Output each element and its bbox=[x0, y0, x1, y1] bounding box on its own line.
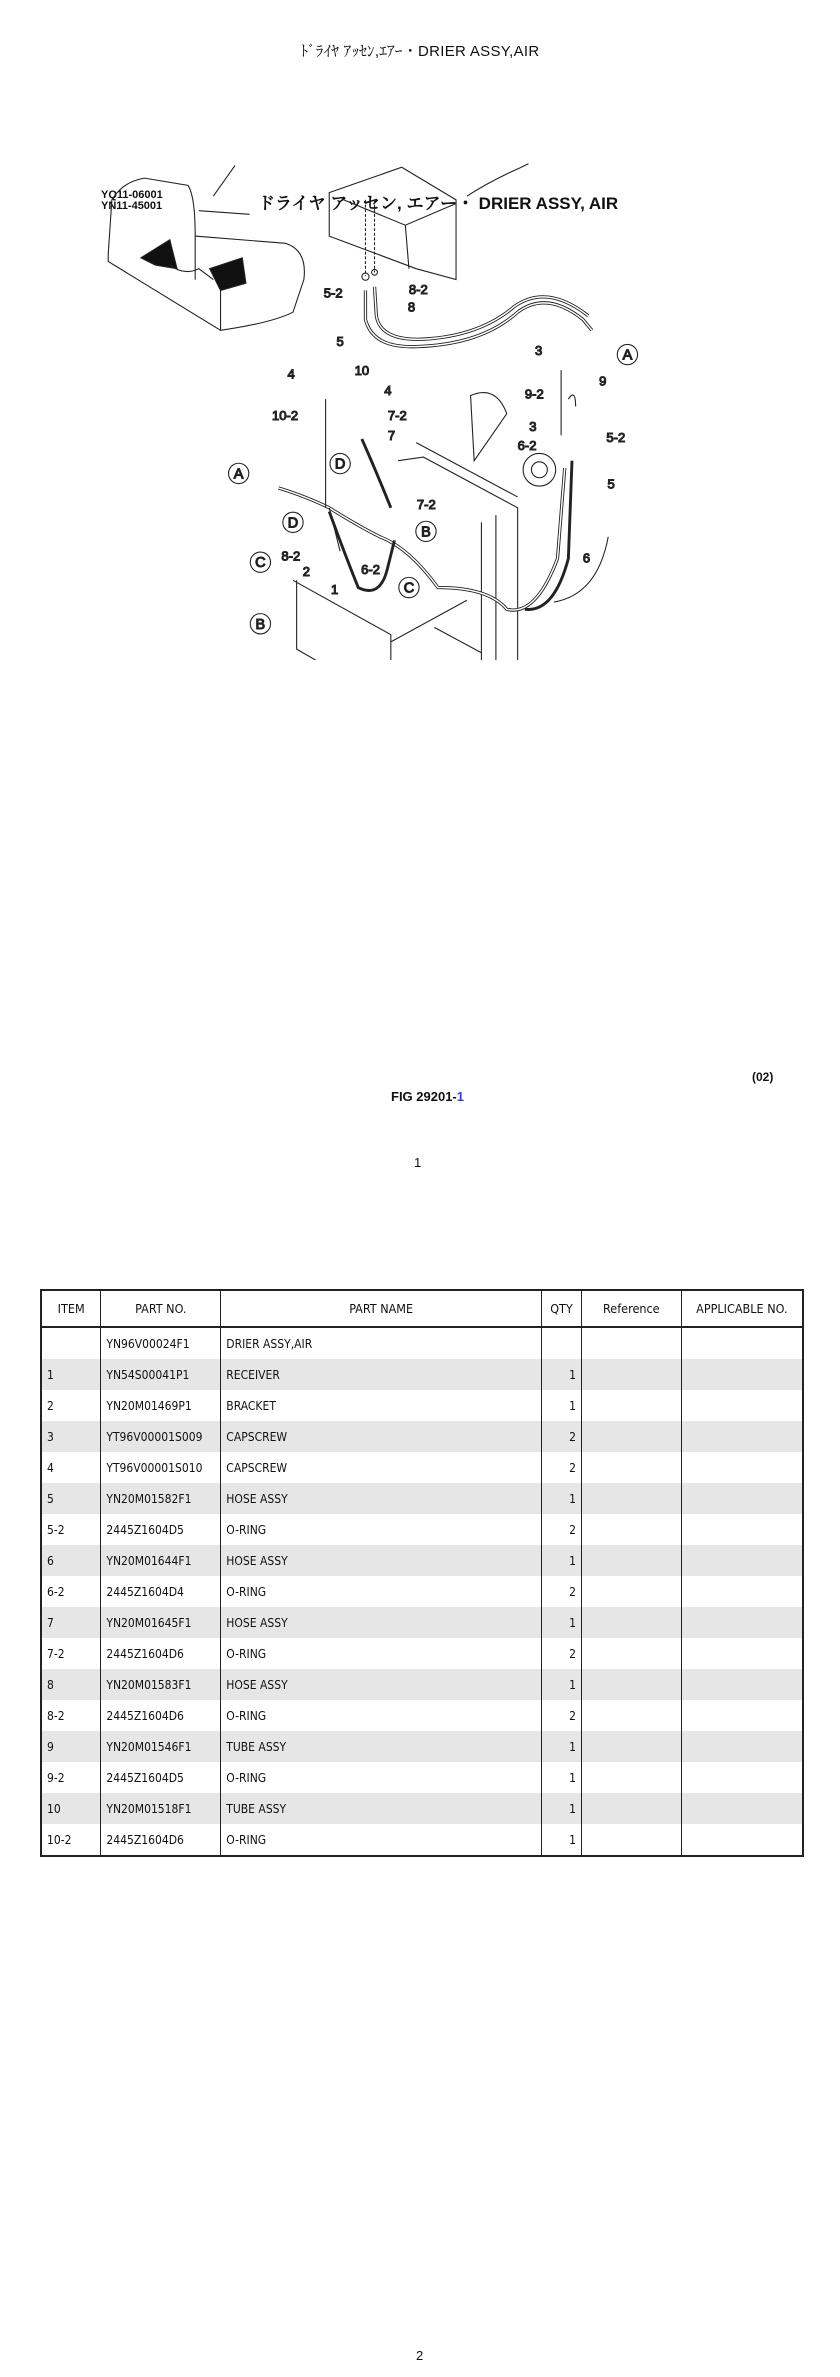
figure-page-number: 1 bbox=[414, 1155, 422, 1170]
cell-item: 4 bbox=[41, 1452, 101, 1483]
cell-qty: 1 bbox=[542, 1731, 582, 1762]
cell-item: 10 bbox=[41, 1793, 101, 1824]
cell-reference bbox=[581, 1545, 681, 1576]
cell-qty: 2 bbox=[542, 1452, 582, 1483]
cell-item: 1 bbox=[41, 1359, 101, 1390]
cell-applicable-no bbox=[681, 1576, 803, 1607]
cell-part-name: DRIER ASSY,AIR bbox=[221, 1327, 542, 1359]
column-header-part-name: PART NAME bbox=[221, 1290, 542, 1327]
connector-d: D bbox=[334, 456, 346, 473]
parts-diagram bbox=[90, 160, 650, 660]
cell-applicable-no bbox=[681, 1327, 803, 1359]
heater-unit-illustration bbox=[329, 164, 528, 281]
cell-item: 5 bbox=[41, 1483, 101, 1514]
callout-7-2: 7-2 bbox=[416, 496, 436, 512]
cell-applicable-no bbox=[681, 1793, 803, 1824]
cell-reference bbox=[581, 1824, 681, 1856]
cell-reference bbox=[581, 1576, 681, 1607]
cell-qty: 1 bbox=[542, 1669, 582, 1700]
table-header-row bbox=[41, 1290, 803, 1327]
table-row bbox=[41, 1421, 803, 1452]
connector-b: B bbox=[421, 524, 431, 541]
cell-part-name: O-RING bbox=[221, 1700, 542, 1731]
cell-reference bbox=[581, 1421, 681, 1452]
cell-applicable-no bbox=[681, 1607, 803, 1638]
figure-title: ドライヤ アッセン, エアー・ DRIER ASSY, AIR bbox=[258, 194, 619, 213]
cell-qty: 1 bbox=[542, 1607, 582, 1638]
cell-reference bbox=[581, 1514, 681, 1545]
cell-part-no: 2445Z1604D6 bbox=[101, 1700, 221, 1731]
cell-reference bbox=[581, 1607, 681, 1638]
hose-upper bbox=[365, 287, 591, 347]
cell-part-name: HOSE ASSY bbox=[221, 1607, 542, 1638]
cell-qty: 2 bbox=[542, 1576, 582, 1607]
cell-part-name: BRACKET bbox=[221, 1390, 542, 1421]
cell-reference bbox=[581, 1700, 681, 1731]
cell-applicable-no bbox=[681, 1824, 803, 1856]
cell-reference bbox=[581, 1390, 681, 1421]
callout-6-2: 6-2 bbox=[361, 562, 380, 578]
cell-part-name: O-RING bbox=[221, 1514, 542, 1545]
cell-part-no: YT96V00001S009 bbox=[101, 1421, 221, 1452]
table-row bbox=[41, 1762, 803, 1793]
table-row bbox=[41, 1390, 803, 1421]
callout-6-2: 6-2 bbox=[517, 437, 537, 453]
table-row bbox=[41, 1483, 803, 1514]
cell-applicable-no bbox=[681, 1483, 803, 1514]
callout-8-2: 8-2 bbox=[281, 548, 301, 564]
cell-applicable-no bbox=[681, 1545, 803, 1576]
cell-applicable-no bbox=[681, 1359, 803, 1390]
cell-applicable-no bbox=[681, 1731, 803, 1762]
cell-applicable-no bbox=[681, 1669, 803, 1700]
cell-item: 6 bbox=[41, 1545, 101, 1576]
cell-qty: 1 bbox=[542, 1824, 582, 1856]
table-row bbox=[41, 1327, 803, 1359]
cell-item: 3 bbox=[41, 1421, 101, 1452]
cell-qty: 1 bbox=[542, 1545, 582, 1576]
callout-9-2: 9-2 bbox=[524, 386, 544, 402]
cell-part-name: HOSE ASSY bbox=[221, 1669, 542, 1700]
cell-part-name: CAPSCREW bbox=[221, 1452, 542, 1483]
cell-applicable-no bbox=[681, 1390, 803, 1421]
table-row bbox=[41, 1545, 803, 1576]
callout-5: 5 bbox=[336, 333, 344, 349]
cell-item: 6-2 bbox=[41, 1576, 101, 1607]
table-row bbox=[41, 1359, 803, 1390]
cell-part-name: O-RING bbox=[221, 1638, 542, 1669]
cell-part-no: 2445Z1604D5 bbox=[101, 1514, 221, 1545]
column-header-part-no: PART NO. bbox=[101, 1290, 221, 1327]
cell-item: 7 bbox=[41, 1607, 101, 1638]
callout-5: 5 bbox=[607, 476, 615, 492]
cell-item: 5-2 bbox=[41, 1514, 101, 1545]
cell-part-no: 2445Z1604D6 bbox=[101, 1824, 221, 1856]
cell-reference bbox=[581, 1793, 681, 1824]
parts-table bbox=[40, 1289, 804, 1857]
connector-a: A bbox=[622, 347, 633, 364]
cell-part-no: 2445Z1604D4 bbox=[101, 1576, 221, 1607]
callout-10-2: 10-2 bbox=[271, 408, 299, 424]
column-header-item: ITEM bbox=[41, 1290, 101, 1327]
cell-qty: 1 bbox=[542, 1793, 582, 1824]
cell-part-name: O-RING bbox=[221, 1762, 542, 1793]
cell-qty: 2 bbox=[542, 1700, 582, 1731]
cell-reference bbox=[581, 1359, 681, 1390]
cell-reference bbox=[581, 1669, 681, 1700]
cell-applicable-no bbox=[681, 1762, 803, 1793]
connector-c: C bbox=[255, 555, 266, 572]
cell-part-no: YN20M01546F1 bbox=[101, 1731, 221, 1762]
table-row bbox=[41, 1669, 803, 1700]
cab-illustration bbox=[108, 165, 304, 330]
cell-item: 7-2 bbox=[41, 1638, 101, 1669]
cell-part-no: 2445Z1604D5 bbox=[101, 1762, 221, 1793]
connector-markers bbox=[229, 344, 638, 633]
cell-part-name: HOSE ASSY bbox=[221, 1483, 542, 1514]
cell-qty: 2 bbox=[542, 1514, 582, 1545]
callout-7-2: 7-2 bbox=[387, 408, 407, 424]
cell-reference bbox=[581, 1731, 681, 1762]
figure-number bbox=[391, 1089, 464, 1104]
column-header-qty: QTY bbox=[542, 1290, 582, 1327]
cell-item: 9 bbox=[41, 1731, 101, 1762]
figure-number-suffix: 1 bbox=[456, 1089, 464, 1104]
table-row bbox=[41, 1700, 803, 1731]
cell-applicable-no bbox=[681, 1514, 803, 1545]
cell-part-no: YN20M01469P1 bbox=[101, 1390, 221, 1421]
cell-part-no: YN96V00024F1 bbox=[101, 1327, 221, 1359]
table-row bbox=[41, 1452, 803, 1483]
cell-reference bbox=[581, 1638, 681, 1669]
cell-applicable-no bbox=[681, 1700, 803, 1731]
callout-4: 4 bbox=[384, 382, 392, 398]
cell-part-no: 2445Z1604D6 bbox=[101, 1638, 221, 1669]
cell-part-no: YN54S00041P1 bbox=[101, 1359, 221, 1390]
cell-part-name: HOSE ASSY bbox=[221, 1545, 542, 1576]
callout-3: 3 bbox=[529, 419, 537, 435]
cell-applicable-no bbox=[681, 1421, 803, 1452]
cell-item: 10-2 bbox=[41, 1824, 101, 1856]
table-row bbox=[41, 1731, 803, 1762]
cell-part-no: YN20M01583F1 bbox=[101, 1669, 221, 1700]
figure-number-base: FIG 29201- bbox=[391, 1089, 457, 1104]
cell-applicable-no bbox=[681, 1452, 803, 1483]
cell-reference bbox=[581, 1452, 681, 1483]
callout-8-2: 8-2 bbox=[408, 282, 428, 298]
callout-2: 2 bbox=[302, 563, 311, 579]
connector-c: C bbox=[403, 580, 415, 597]
cell-part-name: TUBE ASSY bbox=[221, 1793, 542, 1824]
column-header-applicable-no: APPLICABLE NO. bbox=[681, 1290, 803, 1327]
cell-item: 8-2 bbox=[41, 1700, 101, 1731]
cell-item bbox=[41, 1327, 101, 1359]
table-row bbox=[41, 1638, 803, 1669]
cell-qty: 1 bbox=[542, 1762, 582, 1793]
callout-1: 1 bbox=[331, 582, 339, 598]
cell-reference bbox=[581, 1327, 681, 1359]
cell-part-no: YN20M01644F1 bbox=[101, 1545, 221, 1576]
cell-item: 9-2 bbox=[41, 1762, 101, 1793]
cell-part-no: YN20M01645F1 bbox=[101, 1607, 221, 1638]
connector-d: D bbox=[287, 515, 299, 532]
callout-5-2: 5-2 bbox=[606, 429, 626, 445]
cell-item: 2 bbox=[41, 1390, 101, 1421]
table-row bbox=[41, 1793, 803, 1824]
callout-7: 7 bbox=[387, 428, 396, 444]
cell-reference bbox=[581, 1762, 681, 1793]
cell-part-name: CAPSCREW bbox=[221, 1421, 542, 1452]
cell-qty: 1 bbox=[542, 1390, 582, 1421]
cell-part-no: YT96V00001S010 bbox=[101, 1452, 221, 1483]
callout-4: 4 bbox=[287, 366, 295, 382]
cell-applicable-no bbox=[681, 1638, 803, 1669]
cell-item: 8 bbox=[41, 1669, 101, 1700]
callout-9: 9 bbox=[599, 373, 607, 389]
cell-qty bbox=[542, 1327, 582, 1359]
cell-qty: 1 bbox=[542, 1483, 582, 1514]
callout-8: 8 bbox=[407, 299, 416, 315]
page-header-title: ﾄﾞﾗｲﾔ ｱｯｾﾝ,ｴｱｰ・DRIER ASSY,AIR bbox=[300, 43, 540, 60]
cell-part-name: RECEIVER bbox=[221, 1359, 542, 1390]
revision-label: (02) bbox=[752, 1070, 774, 1084]
table-row bbox=[41, 1514, 803, 1545]
cell-part-name: TUBE ASSY bbox=[221, 1731, 542, 1762]
cell-qty: 2 bbox=[542, 1638, 582, 1669]
callout-10: 10 bbox=[354, 362, 370, 378]
cell-part-no: YN20M01518F1 bbox=[101, 1793, 221, 1824]
serial-code: YQ11-06001 bbox=[101, 189, 163, 201]
table-row bbox=[41, 1607, 803, 1638]
cell-qty: 2 bbox=[542, 1421, 582, 1452]
cell-reference bbox=[581, 1483, 681, 1514]
cell-qty: 1 bbox=[542, 1359, 582, 1390]
table-row bbox=[41, 1576, 803, 1607]
cell-part-name: O-RING bbox=[221, 1824, 542, 1856]
column-header-reference: Reference bbox=[581, 1290, 681, 1327]
serial-code: YN11-45001 bbox=[101, 200, 163, 212]
page-number: 2 bbox=[416, 2348, 424, 2363]
connector-b: B bbox=[255, 616, 266, 633]
connector-a: A bbox=[233, 466, 244, 483]
cell-part-no: YN20M01582F1 bbox=[101, 1483, 221, 1514]
hose-lower bbox=[279, 370, 576, 610]
table-row bbox=[41, 1824, 803, 1856]
cell-part-name: O-RING bbox=[221, 1576, 542, 1607]
callout-6: 6 bbox=[582, 550, 591, 566]
callout-5-2: 5-2 bbox=[323, 285, 343, 301]
callout-3: 3 bbox=[535, 342, 543, 358]
diagram-callouts bbox=[272, 282, 625, 597]
